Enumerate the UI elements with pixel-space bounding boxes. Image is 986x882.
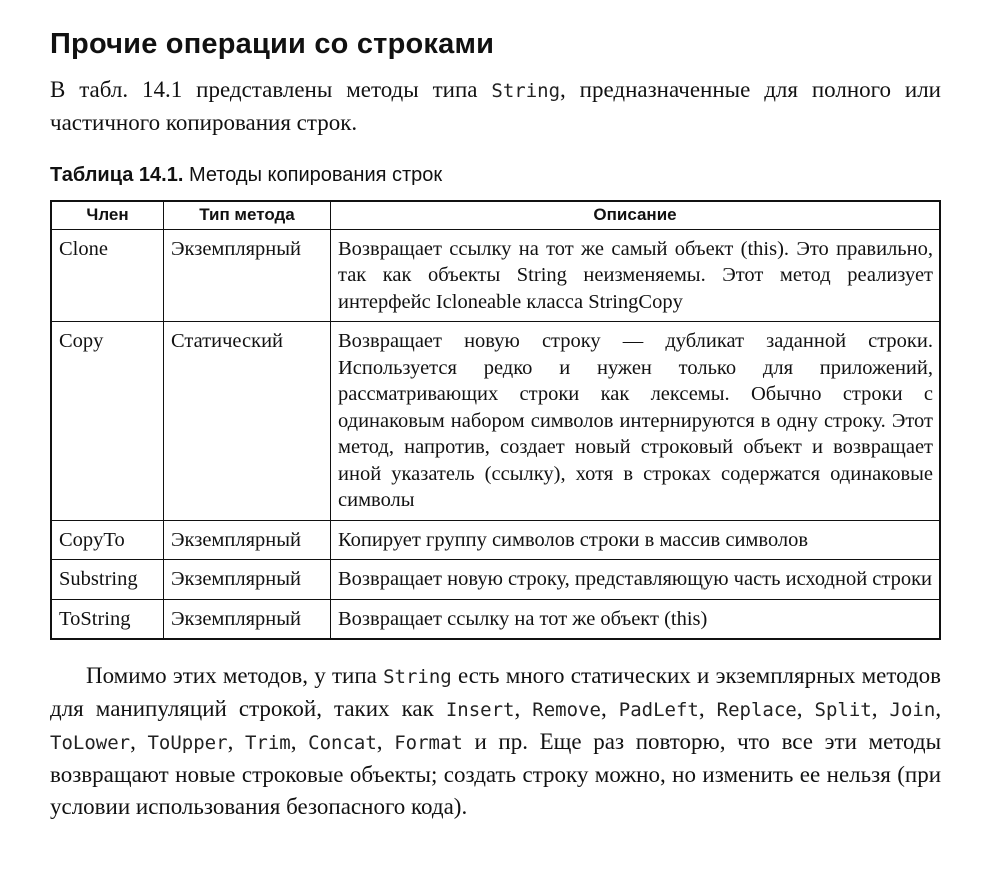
code-format: Format: [394, 732, 463, 754]
cell-type: Экземплярный: [164, 520, 331, 560]
cell-type: Статический: [164, 322, 331, 521]
table-row: [51, 229, 940, 322]
para-text: есть много статических и экземплярных методов для манипуляций строкой, таких как: [50, 663, 941, 721]
separator: ,: [130, 729, 148, 754]
code-replace: Replace: [716, 699, 797, 721]
table-caption: [50, 161, 941, 189]
caption-text: Методы копирования строк: [183, 164, 443, 186]
separator: ,: [227, 729, 245, 754]
code-concat: Concat: [308, 732, 377, 754]
cell-description: Возвращает ссылку на тот же объект (this): [331, 599, 941, 639]
cell-type: Экземплярный: [164, 229, 331, 322]
cell-member: Copy: [51, 322, 164, 521]
separator: ,: [600, 696, 619, 721]
code-padleft: PadLeft: [618, 699, 699, 721]
code-tolower: ToLower: [50, 732, 131, 754]
cell-description: Возвращает ссылку на тот же самый объект (this). Это правильно, так как объекты String неизменяемы. Этот метод реализует интерфейс Icloneable класса StringCopy: [331, 229, 941, 322]
cell-description: Копирует группу символов строки в массив символов: [331, 520, 941, 560]
table-header-row: [51, 201, 940, 229]
cell-description: Возвращает новую строку — дубликат заданной строки. Используется редко и нужен только для приложений, рассматривающих строки как лексемы. Обычно строки с одинаковым набором символов интернируются в одну строку. Этот метод, напротив, создает новый строковый объект и возвращает иной указатель (ссылку), хотя в строках содержатся одинаковые символы: [331, 322, 941, 521]
para-text: и пр. Еще раз повторю, что все эти методы возвращают новые строковые объекты; создать строку можно, но изменить ее нельзя (при условии использования безопасного кода).: [50, 729, 942, 819]
cell-member: CopyTo: [51, 520, 164, 560]
methods-table: [50, 200, 941, 640]
table-row: [51, 599, 940, 639]
caption-label: Таблица 14.1.: [50, 164, 184, 186]
table-row: [51, 322, 940, 521]
header-member: Член: [51, 201, 164, 229]
code-insert: Insert: [445, 699, 515, 721]
separator: ,: [871, 696, 890, 721]
table-row: [51, 520, 940, 560]
page: [50, 22, 941, 823]
cell-type: Экземплярный: [164, 599, 331, 639]
separator: ,: [796, 696, 815, 721]
cell-member: Clone: [51, 229, 164, 322]
cell-member: ToString: [51, 599, 164, 639]
table-row: [51, 560, 940, 600]
code-join: Join: [889, 699, 936, 721]
intro-paragraph: [50, 74, 941, 139]
code-split: Split: [814, 699, 872, 721]
intro-text-end: , предназначенные для полного или частичного копирования строк.: [50, 77, 941, 135]
separator: ,: [514, 696, 533, 721]
header-type: Тип метода: [164, 201, 331, 229]
intro-text: В табл. 14.1 представлены методы типа: [50, 77, 492, 102]
separator: ,: [698, 696, 717, 721]
closing-paragraph: [50, 660, 941, 823]
separator: ,: [935, 696, 942, 721]
para-text: Помимо этих методов, у типа: [86, 663, 384, 688]
section-heading: Прочие операции со строками: [50, 28, 495, 60]
code-trim: Trim: [244, 732, 291, 754]
cell-type: Экземплярный: [164, 560, 331, 600]
header-description: Описание: [331, 201, 941, 229]
cell-description: Возвращает новую строку, представляющую часть исходной строки: [331, 560, 941, 600]
intro-code-string: String: [491, 80, 561, 102]
cell-member: Substring: [51, 560, 164, 600]
code-string: String: [383, 666, 452, 688]
separator: ,: [290, 729, 309, 754]
code-remove: Remove: [532, 699, 601, 721]
code-toupper: ToUpper: [147, 732, 228, 754]
separator: ,: [376, 729, 395, 754]
